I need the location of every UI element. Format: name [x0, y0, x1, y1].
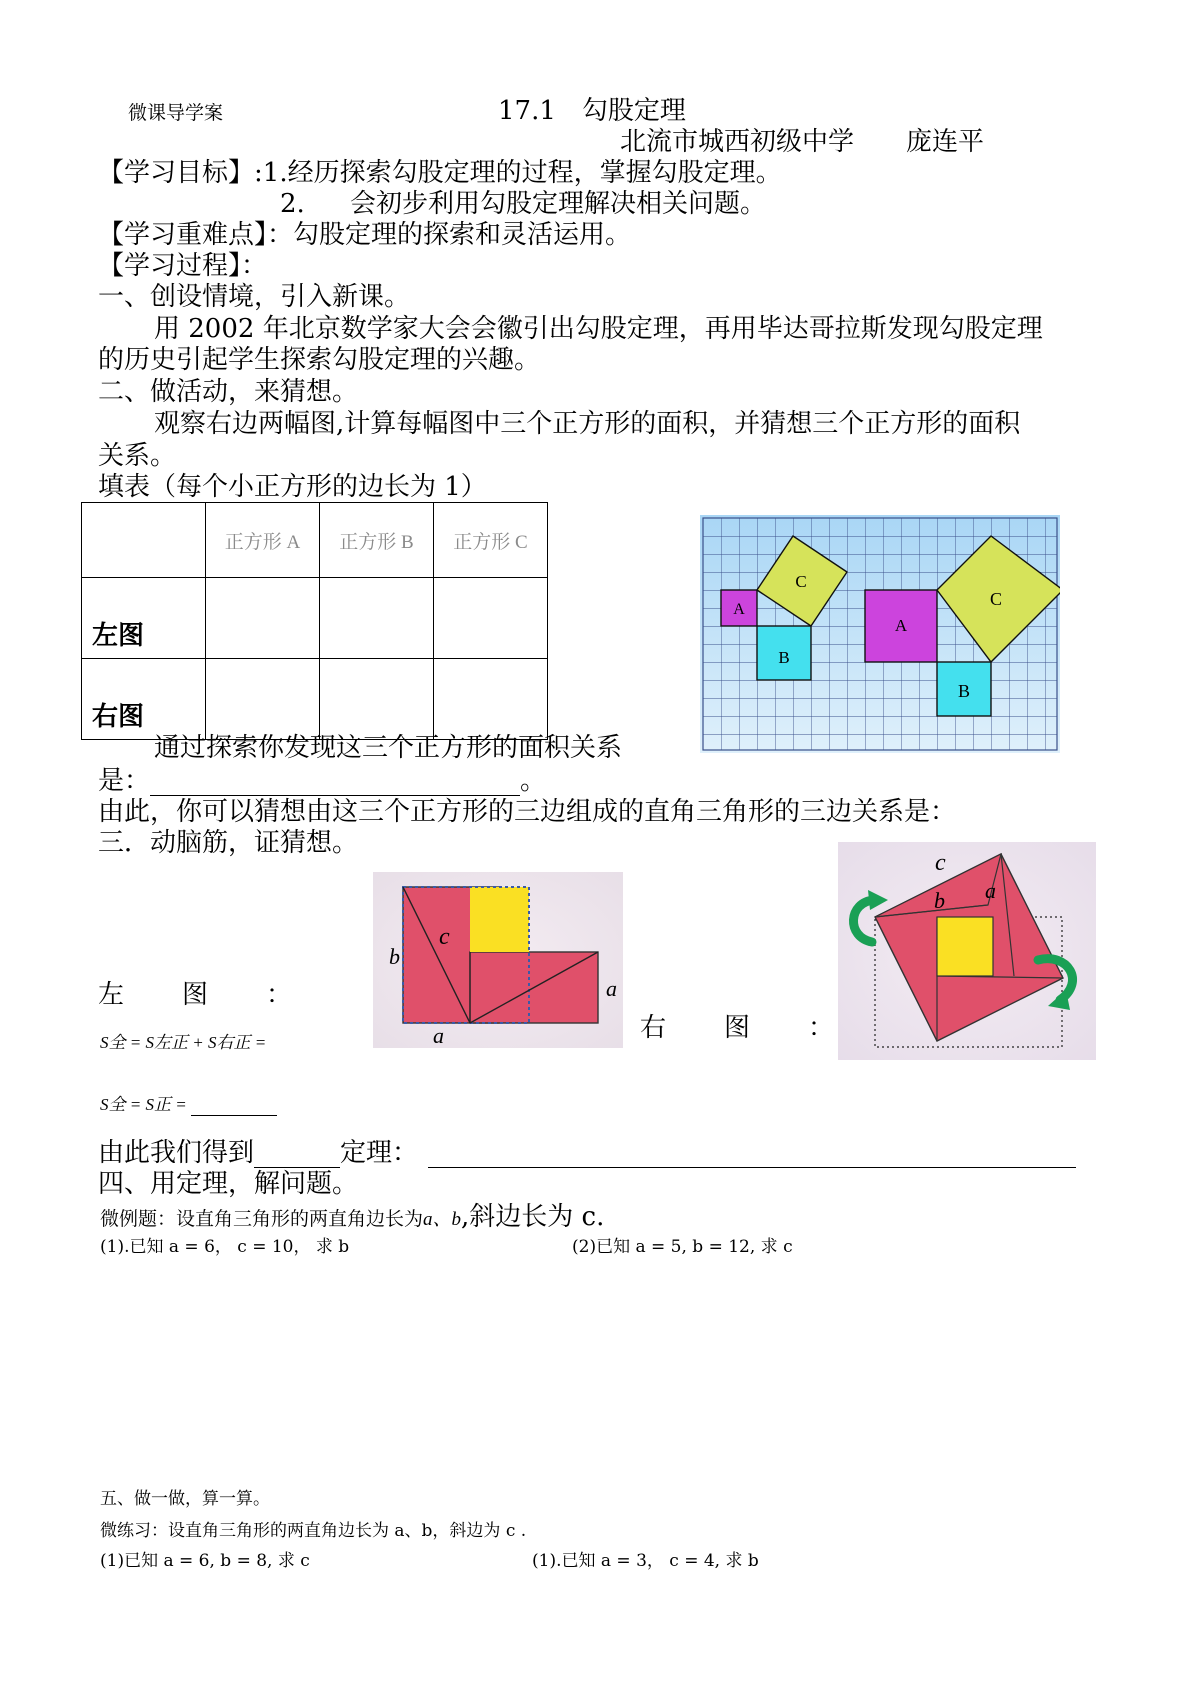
table-header-cell: 正方形 B	[320, 503, 434, 578]
table-row	[82, 578, 548, 659]
table-cell[interactable]	[434, 659, 548, 740]
table-row	[82, 659, 548, 740]
objective-item-1: :1.经历探索勾股定理的过程，掌握勾股定理。	[254, 158, 782, 188]
table-corner-cell	[82, 503, 206, 578]
table-caption: 填表（每个小正方形的边长为 1）	[98, 472, 487, 502]
conclusion-line	[98, 1138, 1076, 1168]
process-label: 【学习过程】：	[98, 251, 268, 281]
proof-left-label-a-side: a	[606, 976, 617, 1001]
section3-heading: 三．动脑筋，证猜想。	[98, 828, 359, 858]
proof-left-label-b: b	[389, 944, 400, 969]
table-header-cell: 正方形 A	[206, 503, 320, 578]
section2-para-line2: 关系。	[98, 441, 177, 471]
formula-area-sum: S全 = S左正 + S右正 =	[100, 1033, 267, 1052]
example-question-1: (1).已知 a = 6， c = 10， 求 b	[100, 1237, 350, 1257]
objective-item-2: 会初步利用勾股定理解决相关问题。	[350, 189, 767, 219]
table-row-label: 右图	[82, 659, 206, 740]
answer-blank-theorem[interactable]	[428, 1141, 1076, 1168]
table-cell[interactable]	[206, 578, 320, 659]
proof-right-label-a: a	[985, 878, 996, 903]
example-prefix: 微例题：设直角三角形的两直角边长为	[100, 1208, 424, 1230]
section4-heading: 四、用定理，解问题。	[98, 1169, 359, 1199]
fill-table	[81, 502, 548, 740]
objectives-label: 【学习目标】	[98, 158, 255, 188]
proof-figure-left	[373, 872, 623, 1048]
proof-left-label: 左 图 ：	[98, 980, 295, 1010]
label-b-right: B	[957, 681, 971, 701]
proof-left-label-a-bottom: a	[433, 1023, 444, 1048]
section1-heading: 一、创设情境，引入新课。	[98, 282, 411, 312]
proof-right-yellow-square	[937, 917, 993, 976]
objectives-line1	[98, 158, 782, 188]
formula-area-whole	[100, 1094, 277, 1116]
label-c-left: C	[795, 572, 807, 591]
section2-para-line1: 观察右边两幅图,计算每幅图中三个正方形的面积，并猜想三个正方形的面积	[154, 409, 1021, 439]
table-row-label: 左图	[82, 578, 206, 659]
proof-left-yellow-square	[470, 887, 529, 952]
answer-blank-relation[interactable]	[150, 769, 520, 796]
answer-blank-theorem-name[interactable]	[254, 1141, 340, 1168]
section1-para-line2: 的历史引起学生探索勾股定理的兴趣。	[98, 345, 541, 375]
section2-heading: 二、做活动，来猜想。	[98, 377, 359, 407]
formula-area-whole-text: S全 = S正 =	[100, 1095, 187, 1114]
proof-right-label: 右 图 ：	[640, 1013, 837, 1043]
label-a-left: A	[733, 601, 745, 618]
practice-line: 微练习：设直角三角形的两直角边长为 a、b，斜边为 c .	[100, 1521, 527, 1541]
header-left-label: 微课导学案	[128, 102, 224, 124]
label-a-right: A	[894, 616, 908, 635]
conclusion-prefix: 由此我们得到	[98, 1138, 255, 1168]
practice-question-2: (1).已知 a = 3， c = 4, 求 b	[532, 1551, 759, 1571]
proof-right-label-b: b	[934, 888, 945, 913]
page-title: 17.1 勾股定理	[498, 96, 686, 126]
label-c-right: C	[989, 589, 1003, 609]
table-header-row	[82, 503, 548, 578]
grid-squares-figure	[700, 515, 1060, 753]
proof-left-label-c: c	[439, 924, 450, 950]
table-header-cell: 正方形 C	[434, 503, 548, 578]
key-points: 【学习重难点】：勾股定理的探索和灵活运用。	[98, 220, 632, 250]
proof-figure-right	[838, 842, 1096, 1060]
table-cell[interactable]	[320, 578, 434, 659]
table-cell[interactable]	[434, 578, 548, 659]
author-line: 北流市城西初级中学 庞连平	[620, 127, 985, 157]
example-suffix: ,斜边长为 c.	[461, 1202, 605, 1232]
example-line	[100, 1203, 604, 1234]
example-vars: a、b	[423, 1209, 462, 1230]
objective-item-2-num: 2.	[280, 189, 305, 219]
table-cell[interactable]	[206, 659, 320, 740]
table-cell[interactable]	[320, 659, 434, 740]
conclusion-mid: 定理：	[340, 1138, 419, 1168]
section1-para-line1: 用 2002 年北京数学家大会会徽引出勾股定理，再用毕达哥拉斯发现勾股定理	[154, 314, 1043, 344]
answer-blank-formula[interactable]	[191, 1099, 277, 1116]
label-b-left: B	[778, 648, 790, 667]
discover-suffix: 。	[520, 766, 547, 796]
example-question-2: (2)已知 a = 5, b = 12, 求 c	[572, 1237, 793, 1257]
discover-line2	[98, 766, 546, 796]
discover-prefix: 是：	[98, 766, 151, 796]
proof-right-label-c: c	[935, 850, 946, 876]
practice-question-1: (1)已知 a = 6, b = 8, 求 c	[100, 1551, 310, 1571]
discover-line1: 通过探索你发现这三个正方形的面积关系	[154, 733, 623, 763]
section5-heading: 五、做一做，算一算。	[100, 1489, 270, 1509]
conjecture-line: 由此，你可以猜想由这三个正方形的三边组成的直角三角形的三边关系是：	[98, 797, 957, 827]
